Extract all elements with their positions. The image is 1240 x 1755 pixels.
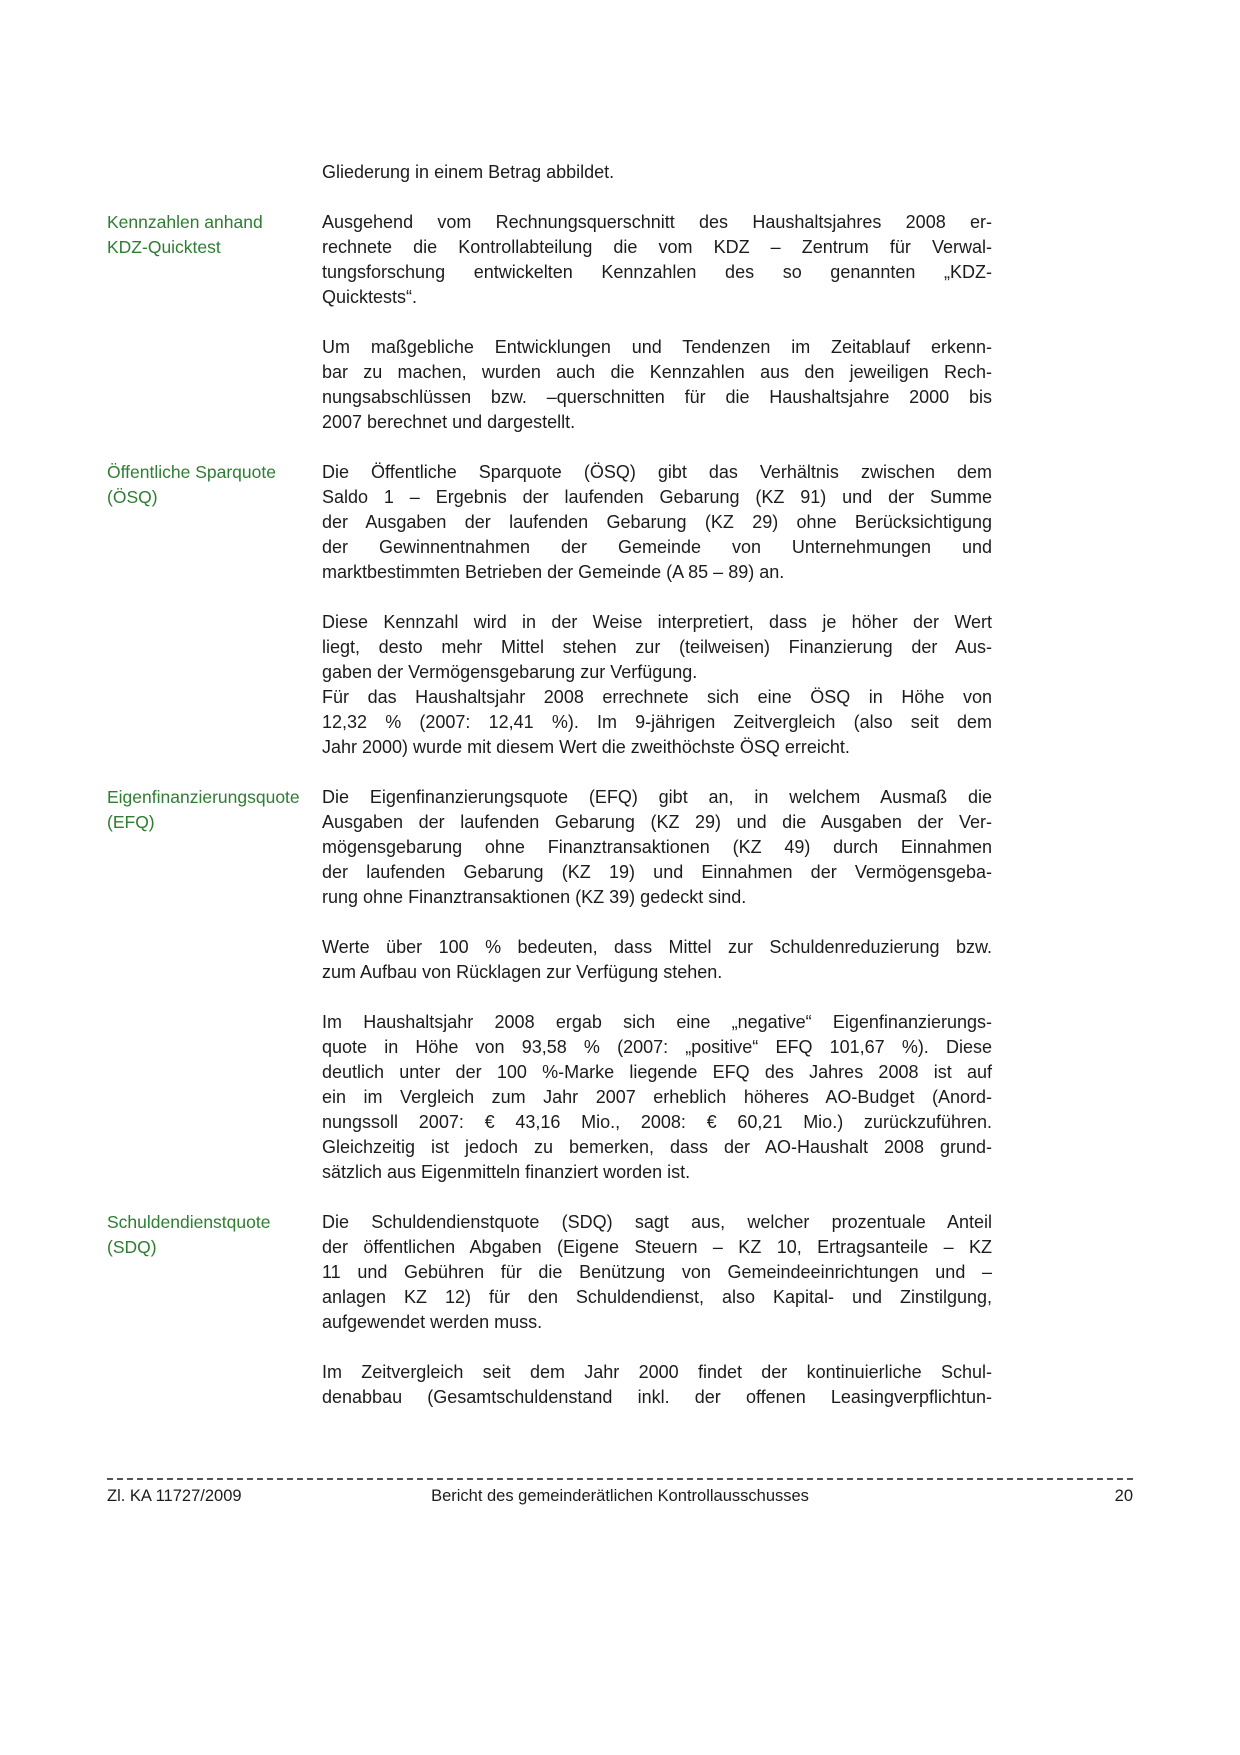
document-section	[107, 785, 992, 1210]
margin-label	[107, 460, 322, 510]
paragraph-line: Jahr 2000) wurde mit diesem Wert die zweithöchste ÖSQ erreicht.	[322, 737, 850, 757]
paragraph	[322, 935, 992, 985]
paragraph-line: Werte über 100 % bedeuten, dass Mittel zur Schuldenreduzierung bzw.	[322, 937, 992, 957]
paragraph-line: Im Zeitvergleich seit dem Jahr 2000 findet der kontinuierliche Schul-	[322, 1362, 992, 1382]
margin-label-line: Schuldendienstquote	[107, 1212, 271, 1232]
paragraph-line: liegt, desto mehr Mittel stehen zur (teilweisen) Finanzierung der Aus-	[322, 637, 992, 657]
margin-label-line: Kennzahlen anhand	[107, 212, 263, 232]
paragraph-line: Die Öffentliche Sparquote (ÖSQ) gibt das Verhältnis zwischen dem	[322, 462, 992, 482]
footer-document-number: Zl. KA 11727/2009	[107, 1487, 242, 1505]
footer-report-title: Bericht des gemeinderätlichen Kontrollausschusses	[431, 1487, 809, 1505]
paragraph	[322, 1360, 992, 1410]
margin-label	[107, 785, 322, 835]
paragraph-line: zum Aufbau von Rücklagen zur Verfügung stehen.	[322, 962, 723, 982]
paragraph-line: der Ausgaben der laufenden Gebarung (KZ 29) ohne Berücksichtigung	[322, 512, 992, 532]
paragraph-line: Saldo 1 – Ergebnis der laufenden Gebarung (KZ 91) und der Summe	[322, 487, 992, 507]
paragraph-line: der Gewinnentnahmen der Gemeinde von Unternehmungen und	[322, 537, 992, 557]
paragraph-line: der laufenden Gebarung (KZ 19) und Einnahmen der Vermögensgeba-	[322, 862, 992, 882]
document-section	[107, 160, 992, 210]
paragraph-line: deutlich unter der 100 %-Marke liegende EFQ des Jahres 2008 ist auf	[322, 1062, 992, 1082]
paragraph-line: anlagen KZ 12) für den Schuldendienst, also Kapital- und Zinstilgung,	[322, 1287, 992, 1307]
paragraph-line: gaben der Vermögensgebarung zur Verfügung.	[322, 662, 698, 682]
paragraph-line: sätzlich aus Eigenmitteln finanziert worden ist.	[322, 1162, 691, 1182]
paragraph	[322, 210, 992, 310]
section-text	[322, 460, 992, 785]
paragraph-line: Gleichzeitig ist jedoch zu bemerken, dass der AO-Haushalt 2008 grund-	[322, 1137, 992, 1157]
paragraph-line: Für das Haushaltsjahr 2008 errechnete sich eine ÖSQ in Höhe von	[322, 687, 992, 707]
paragraph-line: der öffentlichen Abgaben (Eigene Steuern – KZ 10, Ertragsanteile – KZ	[322, 1237, 992, 1257]
paragraph-line: Diese Kennzahl wird in der Weise interpretiert, dass je höher der Wert	[322, 612, 992, 632]
paragraph-line: 11 und Gebühren für die Benützung von Gemeindeeinrichtungen und –	[322, 1262, 992, 1282]
margin-label-line: (ÖSQ)	[107, 487, 158, 507]
margin-label-line: (EFQ)	[107, 812, 155, 832]
paragraph-line: Die Schuldendienstquote (SDQ) sagt aus, welcher prozentuale Anteil	[322, 1212, 992, 1232]
paragraph-line: nungssoll 2007: € 43,16 Mio., 2008: € 60,21 Mio.) zurückzuführen.	[322, 1112, 992, 1132]
paragraph-line: Um maßgebliche Entwicklungen und Tendenzen im Zeitablauf erkenn-	[322, 337, 992, 357]
paragraph	[322, 785, 992, 910]
paragraph-line: ein im Vergleich zum Jahr 2007 erheblich höheres AO-Budget (Anord-	[322, 1087, 992, 1107]
paragraph-line: Ausgehend vom Rechnungsquerschnitt des Haushaltsjahres 2008 er-	[322, 212, 992, 232]
margin-label	[107, 1210, 322, 1260]
paragraph-line: Quicktests“.	[322, 287, 418, 307]
document-section	[107, 1210, 992, 1435]
paragraph-line: Gliederung in einem Betrag abbildet.	[322, 162, 615, 182]
document-section	[107, 210, 992, 460]
paragraph-line: bar zu machen, wurden auch die Kennzahlen aus den jeweiligen Rech-	[322, 362, 992, 382]
paragraph	[322, 160, 992, 185]
paragraph	[322, 460, 992, 585]
page-footer	[107, 1478, 1133, 1506]
paragraph-line: tungsforschung entwickelten Kennzahlen des so genannten „KDZ-	[322, 262, 992, 282]
paragraph-line: Im Haushaltsjahr 2008 ergab sich eine „negative“ Eigenfinanzierungs-	[322, 1012, 992, 1032]
paragraph-line: Die Eigenfinanzierungsquote (EFQ) gibt an, in welchem Ausmaß die	[322, 787, 992, 807]
paragraph	[322, 335, 992, 435]
margin-label-line: Öffentliche Sparquote	[107, 462, 276, 482]
paragraph-line: rechnete die Kontrollabteilung die vom KDZ – Zentrum für Verwal-	[322, 237, 992, 257]
section-text	[322, 160, 992, 210]
margin-label-line: Eigenfinanzierungsquote	[107, 787, 300, 807]
paragraph-line: aufgewendet werden muss.	[322, 1312, 543, 1332]
margin-label-line: (SDQ)	[107, 1237, 157, 1257]
margin-label-line: KDZ-Quicktest	[107, 237, 221, 257]
document-body	[107, 160, 992, 1435]
paragraph-line: 12,32 % (2007: 12,41 %). Im 9-jährigen Zeitvergleich (also seit dem	[322, 712, 992, 732]
paragraph-line: marktbestimmten Betrieben der Gemeinde (A 85 – 89) an.	[322, 562, 785, 582]
section-text	[322, 210, 992, 460]
footer-page-number: 20	[1114, 1487, 1133, 1505]
margin-label	[107, 210, 322, 260]
paragraph	[322, 1210, 992, 1335]
paragraph-line: quote in Höhe von 93,58 % (2007: „positive“ EFQ 101,67 %). Diese	[322, 1037, 992, 1057]
paragraph	[322, 1010, 992, 1185]
paragraph-line: 2007 berechnet und dargestellt.	[322, 412, 576, 432]
section-text	[322, 1210, 992, 1435]
paragraph-line: denabbau (Gesamtschuldenstand inkl. der offenen Leasingverpflichtun-	[322, 1387, 992, 1407]
paragraph-line: Ausgaben der laufenden Gebarung (KZ 29) und die Ausgaben der Ver-	[322, 812, 992, 832]
paragraph-line: nungsabschlüssen bzw. –querschnitten für die Haushaltsjahre 2000 bis	[322, 387, 992, 407]
section-text	[322, 785, 992, 1210]
paragraph-line: mögensgebarung ohne Finanztransaktionen (KZ 49) durch Einnahmen	[322, 837, 992, 857]
paragraph-line: rung ohne Finanztransaktionen (KZ 39) gedeckt sind.	[322, 887, 747, 907]
document-section	[107, 460, 992, 785]
paragraph	[322, 610, 992, 760]
